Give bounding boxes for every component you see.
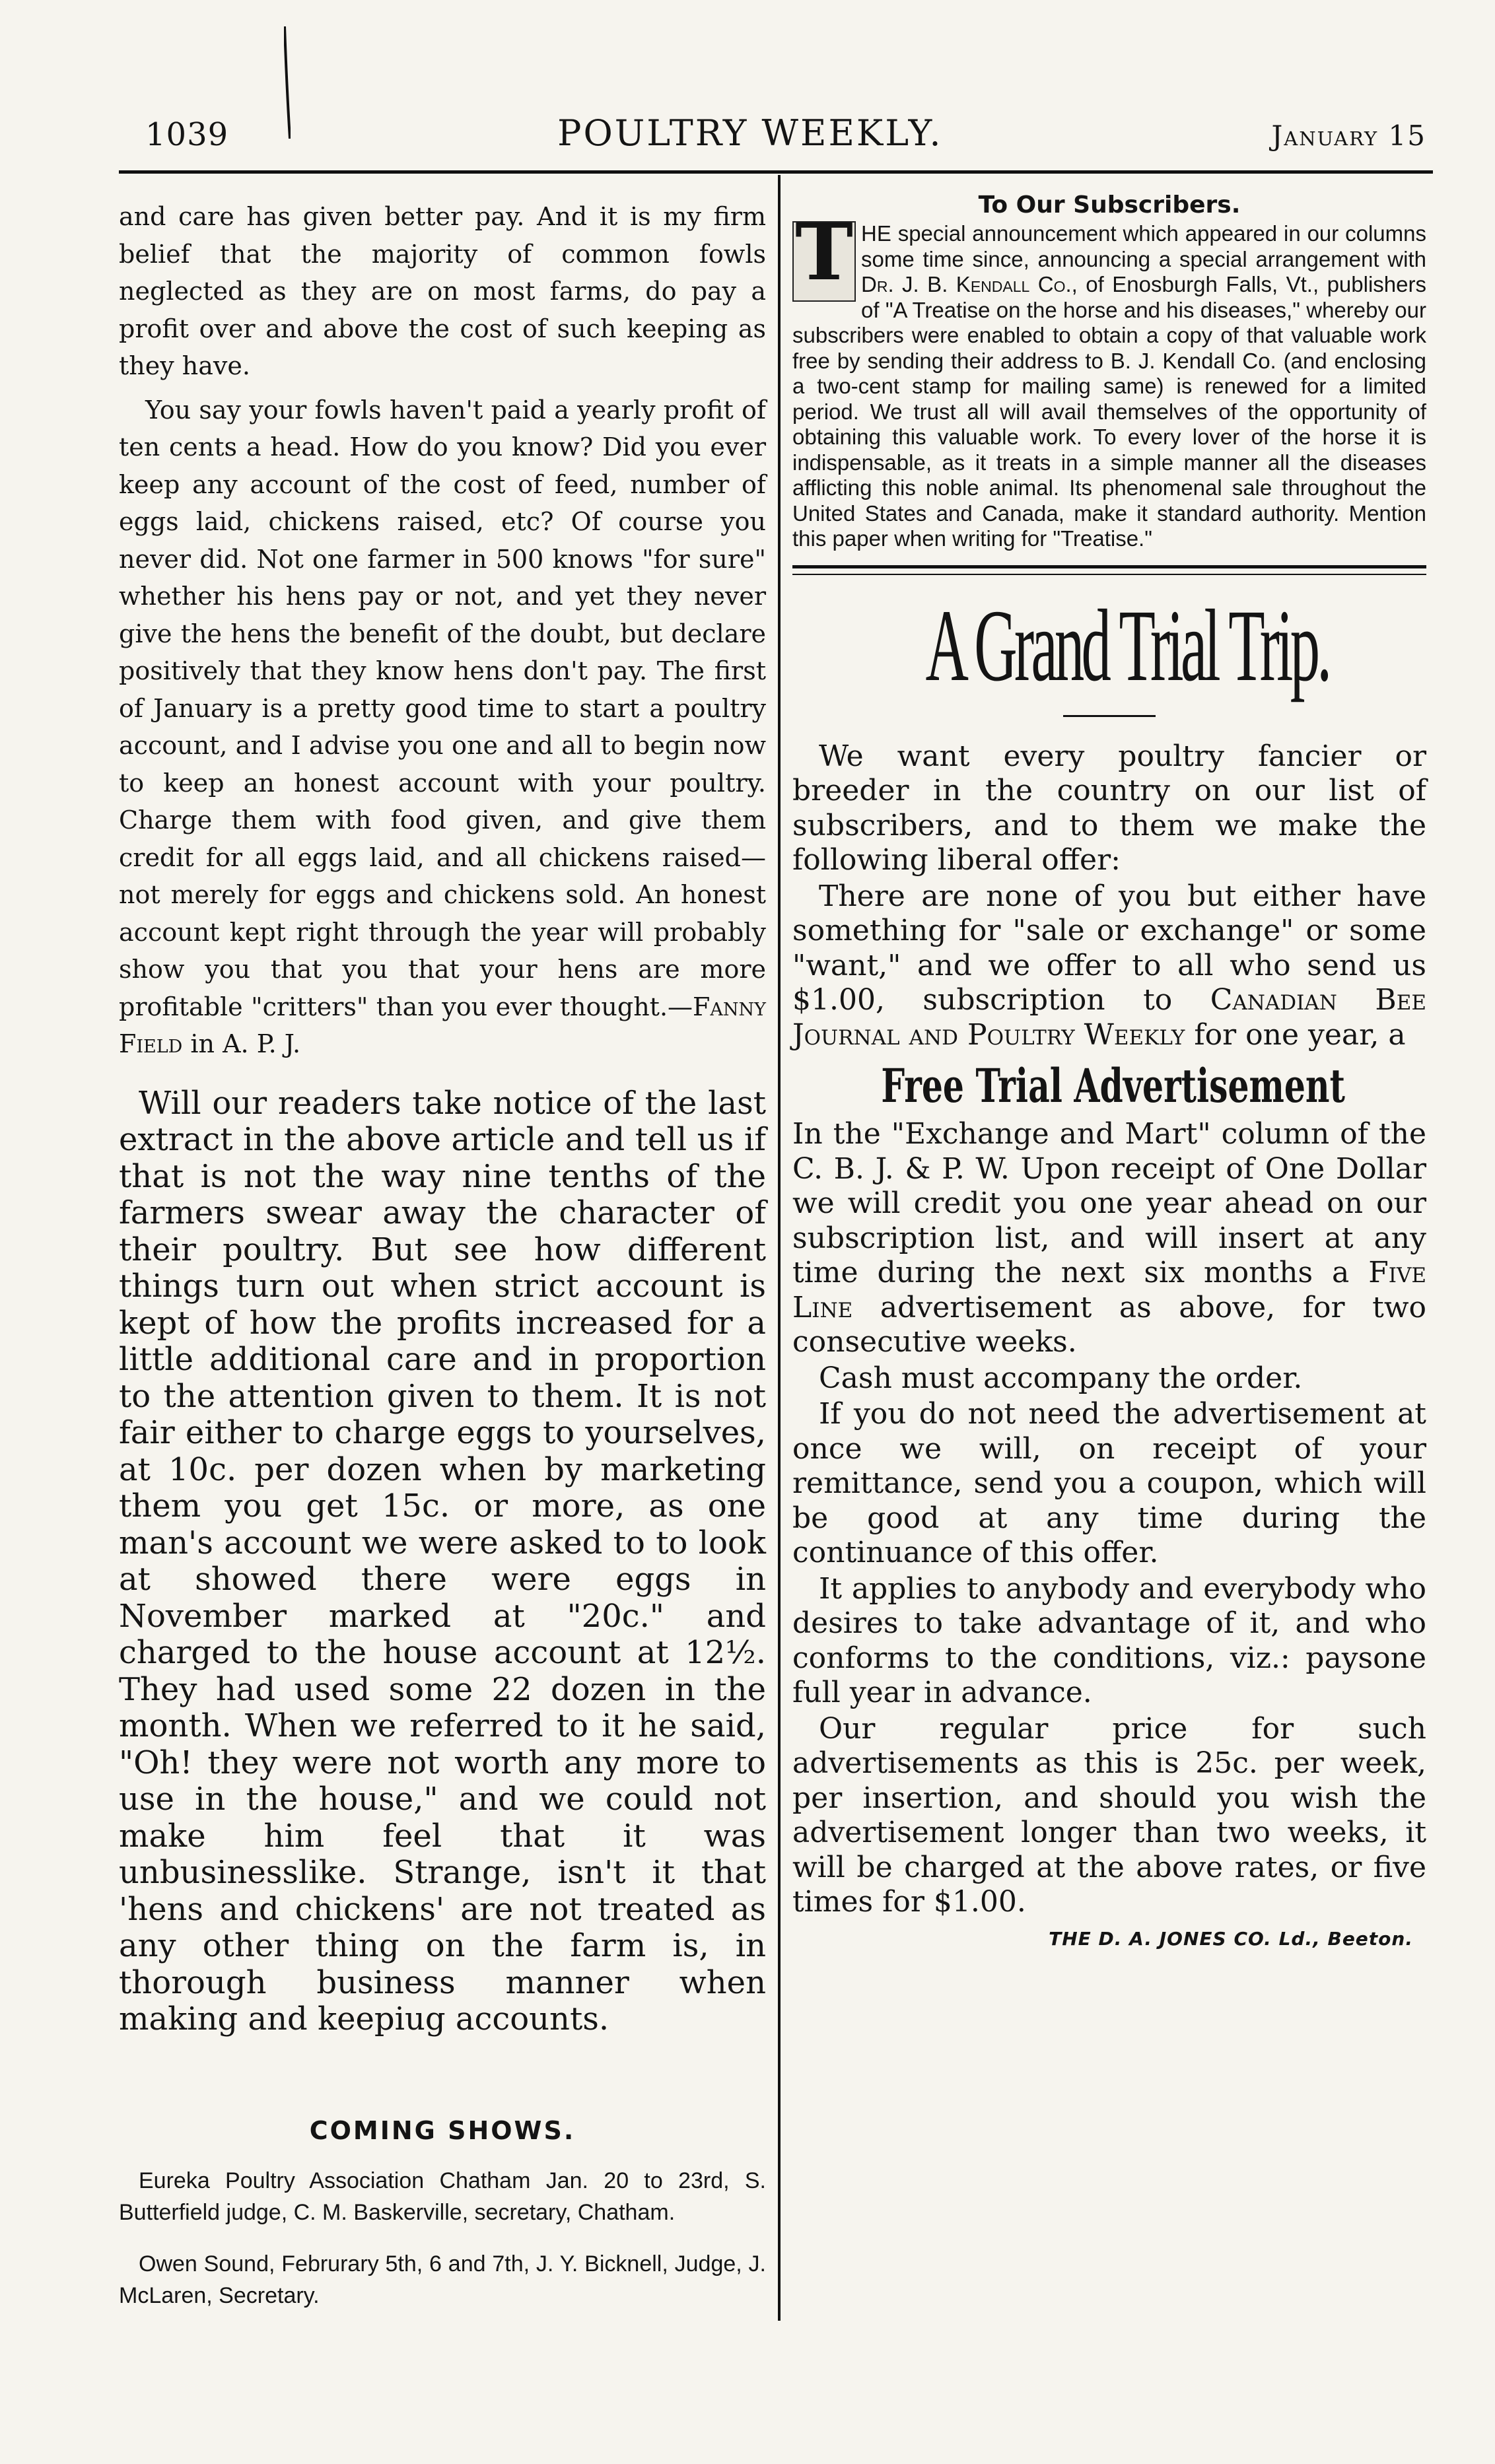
show-listing-owen-sound: Owen Sound, Februrary 5th, 6 and 7th, J. Y. Bicknell, Judge, J. McLaren, Secretary. (119, 2251, 766, 2308)
subscribers-notice-text-2: , of Enosburgh Falls, Vt., publishers of "A Treatise on the horse and his diseases," whereby our subscribers were enabled to obtain a copy of that valuable work free by sending their address to B. J. Kendall Co. (and enclosing a two-cent stamp for mailing same) is renewed for a limited period. We trust all will avail themselves of the opportunity of obtaining this valuable work. To every lover of the horse it is indispensable, as it treats in a simple manner all the diseases afflicting this noble animal. Its phenomenal sale throughout the United States and Canada, make it standard authority. Mention this paper when writing for "Treatise." (792, 272, 1426, 551)
subscribers-notice-heading: To Our Subscribers. (978, 191, 1241, 219)
article-source: in A. P. J. (182, 1029, 301, 1058)
issue-date: January 15 (1271, 120, 1426, 152)
offer-five-line: Five Line (792, 1256, 1426, 1324)
offer-paragraph-1: We want every poultry fancier or breeder in the country on our list of subscribers, and to them we make the following liberal offer: (792, 739, 1426, 877)
offer-paragraph-3-text-a: In the "Exchange and Mart" column of the C. B. J. & P. W. Upon receipt of One Dollar we will credit you one year ahead on our subscription list, and will insert at any time during the next six months a (792, 1117, 1426, 1289)
grand-trial-trip-heading: A Grand Trial Trip. (925, 588, 1329, 702)
right-column (792, 191, 1426, 1950)
header-rule (119, 170, 1433, 174)
offer-paragraph-5: If you do not need the advertisement at once we will, on receipt of your remittance, send you a coupon, which will be good at any time during the continuance of this offer. (792, 1397, 1426, 1569)
editorial-paragraph: Will our readers take notice of the last extract in the above article and tell us if that is not the way nine tenths of the farmers swear away the character of their poultry. But see how different things turn out when strict account is kept of how the profits increased for a little additional care and in proportion to the attention given to them. It is not fair either to charge eggs to yourselves, at 10c. per dozen when by marketing them you get 15c. or more, as one man's account we were asked to to look at showed there were eggs in November marked at "20c." and charged to the house account at 12½. They had used some 22 dozen in the month. When we referred to it he said, "Oh! they were not worth any more to use in the house," and we could not make him feel that it was unbusinesslike. Strange, isn't it that 'hens and chickens' are not treated as any other thing on the farm is, in thorough business manner when making and keepiug accounts. (119, 1084, 766, 2037)
subscribers-notice-publisher: Dr. J. B. Kendall Co. (861, 272, 1072, 296)
short-divider (1063, 715, 1156, 717)
subscribers-notice-text-1: HE special announcement which appeared in our columns some time since, announcing a special arrangement with (861, 221, 1426, 271)
subscribers-notice-body (792, 206, 1426, 552)
offer-paragraph-4: Cash must accompany the order. (819, 1361, 1303, 1395)
drop-cap: T (792, 221, 856, 302)
page-number: 1039 (145, 116, 229, 153)
article-paragraph-2-text: You say your fowls haven't paid a yearly profit of ten cents a head. How do you know? Did you ever keep any account of the cost of feed, number of eggs laid, chickens raised, etc? Of course you never did. Not one farmer in 500 knows "for sure" whether his hens pay or not, and yet they never give the hens the benefit of the doubt, but declare positively that they know hens don't pay. The first of January is a pretty good time to start a poultry account, and I advise you one and all to begin now to keep an honest account with your poultry. Charge them with food given, and give them credit for all eggs laid, and all chickens raised—not merely for eggs and chickens sold. An honest account kept right through the year will probably show you that you that your hens are more profitable "critters" than you ever thought.— (119, 395, 766, 1021)
left-column (119, 198, 766, 2311)
offer-paragraph-7: Our regular price for such advertisements as this is 25c. per week, per insertion, and should you wish the advertisement longer than two weeks, it will be charged at the above rates, or five times for $1.00. (792, 1711, 1426, 1919)
article-paragraph-2 (119, 392, 766, 1063)
page-header (145, 112, 1426, 165)
offer-paragraph-2 (792, 879, 1426, 1053)
section-double-rule (792, 565, 1426, 575)
journal-title: POULTRY WEEKLY. (557, 112, 943, 154)
column-rule (778, 175, 781, 2321)
publisher-credit: THE D. A. JONES CO. Ld., Beeton. (1049, 1927, 1413, 1950)
offer-paragraph-2-text-b: for one year, a (1185, 1017, 1406, 1052)
article-paragraph-1: and care has given better pay. And it is my firm belief that the majority of common fowls neglected as they are on most farms, do pay a profit over and above the cost of such keeping as they have. (119, 202, 766, 380)
offer-paragraph-3 (792, 1117, 1426, 1360)
offer-paragraph-6: It applies to anybody and everybody who desires to take advantage of it, and who conforms to the conditions, viz.: paysone full year in advance. (792, 1571, 1426, 1709)
article-author: Fanny Field (119, 992, 766, 1058)
offer-paragraph-2-text-a: There are none of you but either have something for "sale or exchange" or some "want," and we offer to all who send us $1.00, subscription to (792, 879, 1426, 1017)
offer-journal-name: Canadian Bee Journal and Poultry Weekly (792, 983, 1426, 1052)
offer-paragraph-3-text-b: advertisement as above, for two consecutive weeks. (792, 1290, 1426, 1359)
coming-shows-heading: COMING SHOWS. (309, 2115, 576, 2145)
free-trial-advertisement-heading: Free Trial Advertisement (881, 1058, 1345, 1113)
show-listing-eureka: Eureka Poultry Association Chatham Jan. 20 to 23rd, S. Butterfield judge, C. M. Baskerville, secretary, Chatham. (119, 2168, 766, 2225)
